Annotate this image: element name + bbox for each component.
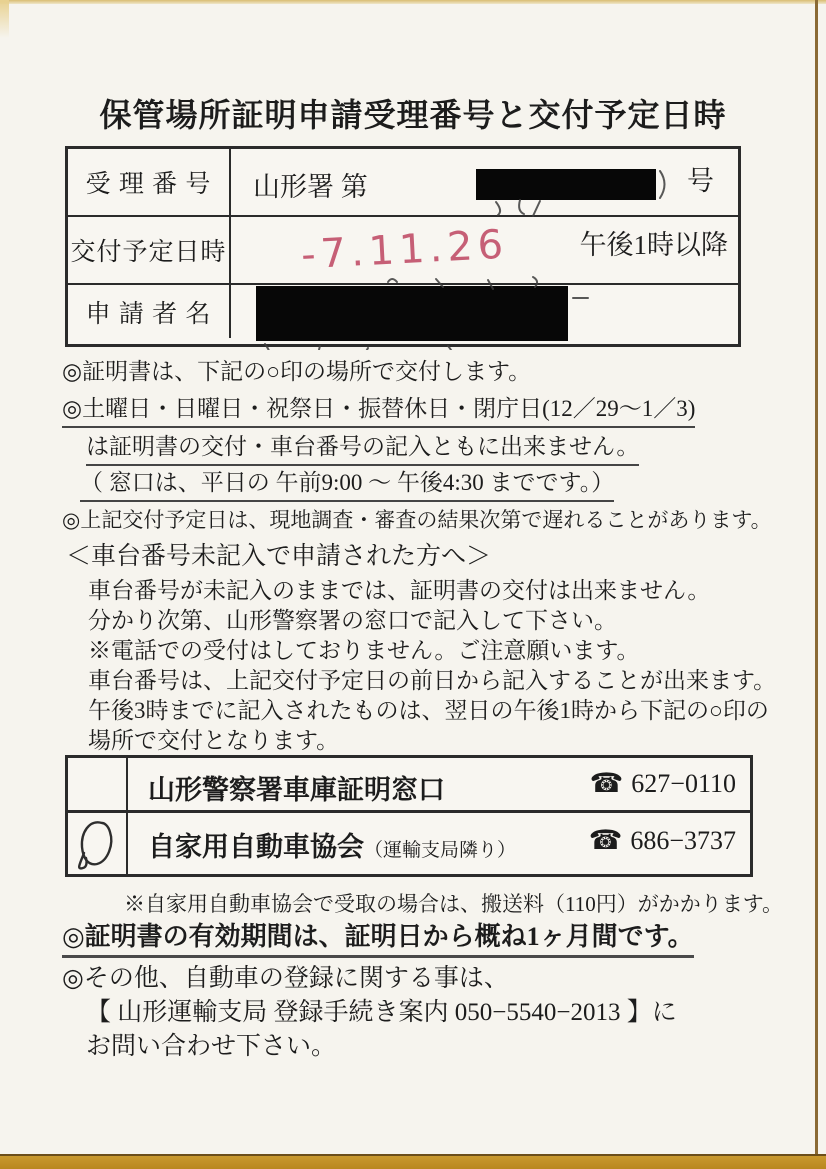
chassis-line-4: 車台番号は、上記交付予定日の前日から記入することが出来ます。: [88, 668, 777, 693]
contact-info-2: お問い合わせ下さい。: [86, 1033, 337, 1060]
other-info-intro: ◎その他、自動車の登録に関する事は、: [62, 965, 509, 992]
association-phone-number: 686−3737: [630, 826, 736, 855]
police-name: 山形警察署車庫証明窓口: [148, 775, 445, 805]
police-phone: [590, 768, 736, 799]
police-mark-cell: [68, 758, 128, 813]
chassis-section-heading: ＜車台番号未記入で申請された方へ＞: [66, 543, 492, 570]
chassis-line-6: 場所で交付となります。: [88, 728, 340, 753]
telephone-icon: ☎: [589, 768, 624, 798]
delivery-date-label: 交付予定日時: [68, 217, 231, 285]
telephone-icon: ☎: [588, 825, 623, 855]
fee-note: ※自家用自動車協会で受取の場合は、搬送料（110円）がかかります。: [124, 892, 784, 916]
association-note: （運輸支局隣り）: [364, 840, 517, 861]
pickup-location-table: [65, 755, 753, 877]
desk-edge-bottom: [0, 1154, 826, 1169]
delivery-date-value: [231, 217, 738, 285]
chassis-line-1: 車台番号が未記入のままでは、証明書の交付は出来ません。: [88, 578, 711, 603]
contact-info: 【 山形運輸支局 登録手続き案内 050−5540−2013 】に: [86, 999, 677, 1026]
redaction-box-reception-number: [476, 169, 656, 200]
note-delivery-place: ◎証明書は、下記の○印の場所で交付します。: [62, 359, 532, 384]
page-title: 保管場所証明申請受理番号と交付予定日時: [99, 97, 727, 133]
chassis-line-5: 午後3時までに記入されたものは、翌日の午後1時から下記の○印の: [88, 698, 769, 723]
note-window-hours: （ 窓口は、平日の 午前9:00 ～ 午後4:30 までです。）: [80, 469, 614, 502]
delivery-time-text: 午後1時以降: [579, 230, 728, 260]
validity-note: ◎証明書の有効期間は、証明日から概ね1ヶ月間です。: [62, 916, 694, 958]
chassis-line-2: 分かり次第、山形警察署の窓口で記入して下さい。: [88, 608, 617, 633]
desk-edge-right: [815, 0, 818, 1169]
association-phone: [589, 825, 736, 856]
desk-edge-top: [0, 0, 826, 4]
applicant-name-label: 申 請 者 名: [68, 285, 231, 338]
certificate-table: [65, 146, 741, 347]
redaction-box-applicant-name: [256, 286, 568, 341]
chassis-line-3: ※電話での受付はしておりません。ご注意願います。: [88, 638, 640, 663]
note-delay: ◎上記交付予定日は、現地調査・審査の結果次第で遅れることがあります。: [62, 508, 772, 532]
association-row: [128, 813, 750, 874]
reception-unit-text: 号: [687, 166, 714, 196]
police-phone-number: 627−0110: [631, 769, 736, 798]
police-row: [128, 758, 750, 813]
note-closed-days-2: は証明書の交付・車台番号の記入ともに出来ません。: [86, 433, 639, 466]
desk-edge-left: [0, 0, 9, 38]
association-mark-cell: [68, 813, 128, 874]
reception-office-text: 山形署 第: [253, 172, 368, 202]
date-stamp: -7.11.26: [299, 221, 510, 279]
handwritten-circle-mark: [72, 817, 124, 875]
association-name: 自家用自動車協会: [148, 832, 364, 862]
reception-number-label: 受 理 番 号: [68, 149, 231, 217]
note-closed-days-1: ◎土曜日・日曜日・祝祭日・振替休日・閉庁日(12／29～1／3): [62, 395, 695, 428]
